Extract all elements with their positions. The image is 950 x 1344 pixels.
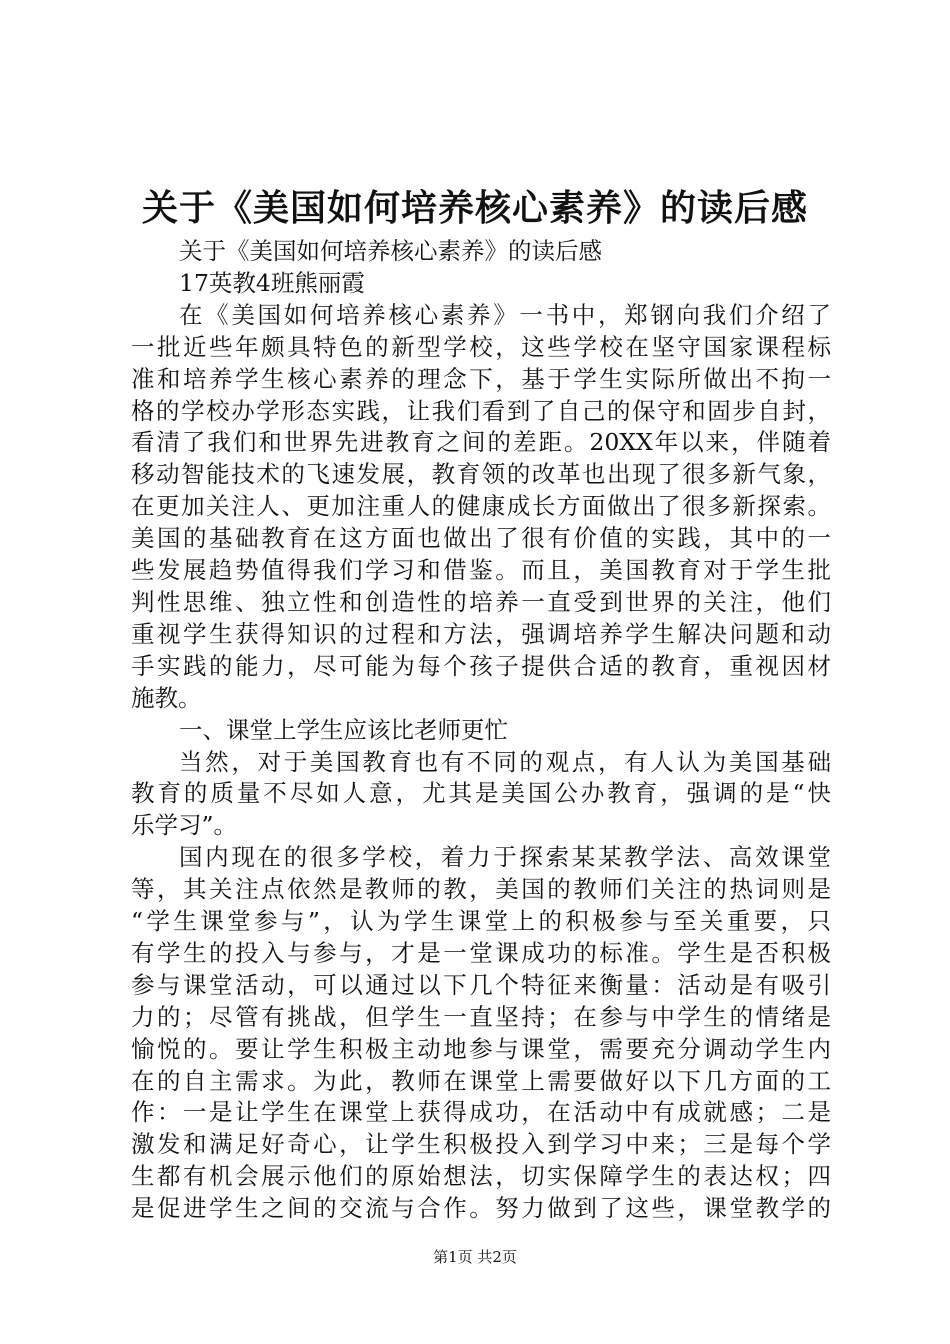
text-line: 是促进学生之间的交流与合作。努力做到了这些，课堂教学的	[131, 1194, 831, 1223]
text-line: 国内现在的很多学校，着力于探索某某教学法、高效课堂	[179, 843, 831, 872]
text-line: “学生课堂参与”，认为学生课堂上的积极参与至关重要，只	[131, 907, 831, 936]
text-line: 移动智能技术的飞速发展，教育领的改革也出现了很多新气象，	[131, 460, 831, 489]
text-line: 有学生的投入与参与，才是一堂课成功的标准。学生是否积极	[131, 938, 831, 967]
text-line: 等，其关注点依然是教师的教，美国的教师们关注的热词则是	[131, 875, 831, 904]
text-line: 看清了我们和世界先进教育之间的差距。20XX年以来，伴随着	[131, 428, 831, 457]
text-line: 乐学习”。	[131, 811, 238, 840]
text-line: 准和培养学生核心素养的理念下，基于学生实际所做出不拘一	[131, 364, 831, 393]
text-line: 施教。	[131, 683, 202, 712]
text-line: 关于《美国如何培养核心素养》的读后感	[179, 237, 602, 265]
text-line: 判性思维、独立性和创造性的培养一直受到世界的关注，他们	[131, 587, 831, 616]
text-line: 美国的基础教育在这方面也做出了很有价值的实践，其中的一	[131, 524, 831, 553]
text-line: 在《美国如何培养核心素养》一书中，郑钢向我们介绍了	[179, 300, 831, 329]
text-line: 手实践的能力，尽可能为每个孩子提供合适的教育，重视因材	[131, 651, 831, 680]
text-line: 一批近些年颇具特色的新型学校，这些学校在坚守国家课程标	[131, 332, 831, 361]
page-footer: 第1页 共2页	[433, 1248, 517, 1266]
text-line: 些发展趋势值得我们学习和借鉴。而且，美国教育对于学生批	[131, 556, 831, 585]
text-line: 教育的质量不尽如人意，尤其是美国公办教育，强调的是“快	[131, 779, 831, 808]
document-body	[131, 236, 831, 1225]
text-line: 参与课堂活动，可以通过以下几个特征来衡量：活动是有吸引	[131, 970, 831, 999]
text-line: 当然，对于美国教育也有不同的观点，有人认为美国基础	[179, 747, 831, 776]
text-line: 力的；尽管有挑战，但学生一直坚持；在参与中学生的情绪是	[131, 1002, 831, 1031]
text-line: 一、课堂上学生应该比老师更忙	[179, 715, 508, 744]
text-line: 作：一是让学生在课堂上获得成功，在活动中有成就感；二是	[131, 1098, 831, 1127]
document-title: 关于《美国如何培养核心素养》的读后感	[141, 187, 808, 229]
text-line: 激发和满足好奇心，让学生积极投入到学习中来；三是每个学	[131, 1130, 831, 1159]
text-line: 格的学校办学形态实践，让我们看到了自己的保守和固步自封，	[131, 396, 831, 425]
text-line: 生都有机会展示他们的原始想法，切实保障学生的表达权；四	[131, 1162, 831, 1191]
text-line: 在更加关注人、更加注重人的健康成长方面做出了很多新探索。	[131, 492, 831, 521]
text-line: 17英教4班熊丽霞	[179, 268, 365, 297]
text-line: 重视学生获得知识的过程和方法，强调培养学生解决问题和动	[131, 619, 831, 648]
text-line: 在的自主需求。为此，教师在课堂上需要做好以下几方面的工	[131, 1066, 831, 1095]
text-line: 愉悦的。要让学生积极主动地参与课堂，需要充分调动学生内	[131, 1034, 831, 1063]
